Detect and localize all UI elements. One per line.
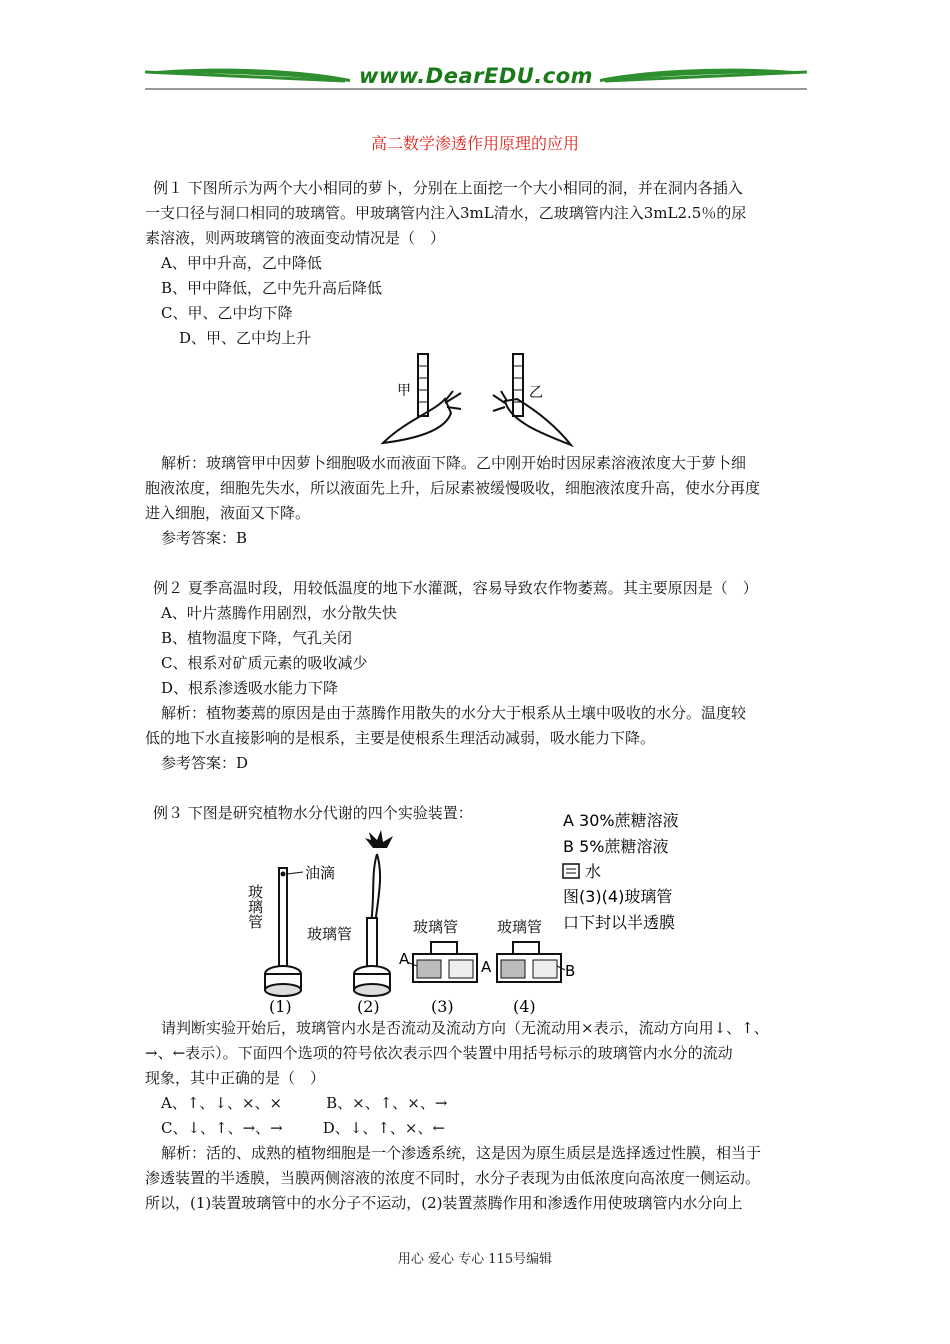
ex2-option-c: C、根系对矿质元素的吸收减少	[161, 654, 368, 672]
ex2-analysis: 解析：植物萎蔫的原因是由于蒸腾作用散失的水分大于根系从土壤中吸收的水分。温度较	[161, 704, 747, 722]
ex3-question-line: 例３ 下图是研究植物水分代谢的四个实验装置：	[153, 804, 473, 822]
vertical-label-glass: 玻璃管	[246, 884, 264, 929]
ex1-question-line: 例１ 下图所示为两个大小相同的萝卜，分别在上面挖一个大小相同的洞，并在洞内各插入	[153, 179, 743, 197]
ex1-option-d: D、甲、乙中均上升	[179, 329, 312, 347]
ex2-option-d: D、根系渗透吸水能力下降	[161, 679, 339, 697]
ex3-analysis: 解析：活的、成熟的植物细胞是一个渗透系统，这是因为原生质层是选择透过性膜，相当于	[161, 1144, 762, 1162]
legend-line: 口下封以半透膜	[563, 913, 676, 932]
document-body	[145, 176, 810, 1216]
ex3-option-a: A、↑、↓、×、×	[161, 1094, 283, 1112]
ex3-text: →、←表示）。下面四个选项的符号依次表示四个装置中用括号标示的玻璃管内水分的流动	[145, 1044, 733, 1062]
ex3-option-b: B、×、↑、×、→	[326, 1094, 448, 1112]
ex1-analysis: 解析：玻璃管甲中因萝卜细胞吸水而液面下降。乙中刚开始时因尿素溶液浓度大于萝卜细	[161, 454, 747, 472]
label-glass-tube-2: 玻璃管	[307, 925, 353, 943]
site-logo-text: www.DearEDU.com	[358, 64, 594, 88]
page-footer: 用心 爱心 专心 115号编辑	[397, 1252, 553, 1267]
device-number: (3)	[431, 997, 454, 1016]
label-oil-drop: 油滴	[305, 864, 336, 882]
fig-label-left: 甲	[397, 383, 411, 399]
ex1-option-a: A、甲中升高，乙中降低	[161, 254, 322, 272]
ex2-answer: 参考答案：D	[161, 754, 249, 772]
ex1-option-b: B、甲中降低，乙中先升高后降低	[161, 279, 383, 297]
ex2-analysis: 低的地下水直接影响的是根系，主要是使根系生理活动减弱，吸水能力下降。	[145, 729, 656, 747]
ex3-text: 请判断实验开始后，玻璃管内水是否流动及流动方向（无流动用×表示，流动方向用↓、↑、	[161, 1019, 769, 1037]
legend-line: B 5%蔗糖溶液	[563, 837, 669, 856]
ex1-option-c: C、甲、乙中均下降	[161, 304, 293, 322]
ex2-option-b: B、植物温度下降，气孔关闭	[161, 629, 353, 647]
device-number: (2)	[357, 997, 380, 1016]
ex1-answer: 参考答案：B	[161, 529, 248, 547]
ex3-options-ab	[145, 1091, 810, 1116]
label-A-left: A	[399, 950, 410, 968]
legend-line: 水	[585, 862, 602, 881]
ex3-analysis: 渗透装置的半透膜，当膜两侧溶液的浓度不同时，水分子表现为由低浓度向高浓度一侧运动。	[145, 1169, 761, 1187]
ex3-option-d: D、↓、↑、×、←	[322, 1119, 446, 1137]
label-A-middle: A	[481, 958, 492, 976]
ex1-question-line: 素溶液，则两玻璃管的液面变动情况是（ ）	[145, 229, 446, 247]
device-number: (1)	[269, 997, 292, 1016]
ex3-option-c: C、↓、↑、→、→	[161, 1119, 283, 1137]
label-glass-tube-4: 玻璃管	[497, 918, 543, 936]
ex3-analysis: 所以，(1)装置玻璃管中的水分子不运动，(2)装置蒸腾作用和渗透作用使玻璃管内水分向上	[145, 1194, 743, 1212]
ex1-analysis: 进入细胞，液面又下降。	[145, 504, 311, 522]
legend-line: 图(3)(4)玻璃管	[563, 887, 673, 906]
page-title: 高二数学渗透作用原理的应用	[370, 134, 579, 153]
ex3-options-cd	[145, 1116, 810, 1141]
ex2-option-a: A、叶片蒸腾作用剧烈，水分散失快	[161, 604, 397, 622]
ex1-question-line: 一支口径与洞口相同的玻璃管。甲玻璃管内注入3mL清水，乙玻璃管内注入3mL2.5％的尿	[145, 204, 747, 222]
ex3-text: 现象，其中正确的是（ ）	[145, 1069, 326, 1087]
ex2-question-line: 例２ 夏季高温时段，用较低温度的地下水灌溉，容易导致农作物萎蔫。其主要原因是（ ）	[153, 579, 758, 597]
water-legend-icon	[563, 864, 579, 878]
ex1-analysis: 胞液浓度，细胞先失水，所以液面先上升，后尿素被缓慢吸收，细胞液浓度升高，使水分再度	[145, 479, 761, 497]
radish-figure	[145, 351, 810, 451]
site-header	[145, 62, 807, 92]
fig-label-right: 乙	[529, 385, 543, 401]
label-B-right: B	[565, 962, 576, 980]
label-glass-tube-3: 玻璃管	[413, 918, 459, 936]
device-number: (4)	[513, 997, 536, 1016]
radish-diagram-icon	[145, 351, 810, 451]
legend-line: A 30%蔗糖溶液	[563, 811, 679, 830]
